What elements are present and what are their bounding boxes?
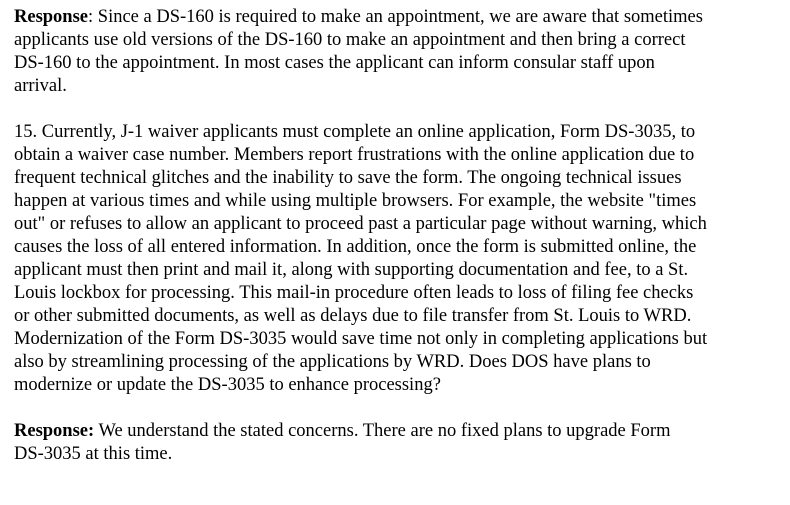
text-line: also by streamlining processing of the applications by WRD. Does DOS have plans to xyxy=(14,352,651,372)
text-line: or other submitted documents, as well as delays due to file transfer from St. Louis to WRD. xyxy=(14,306,692,326)
text-line: DS-160 to the appointment. In most cases the applicant can inform consular staff upon xyxy=(14,53,655,73)
response-paragraph-1 xyxy=(14,6,778,98)
text-line: arrival. xyxy=(14,76,67,96)
paragraph-gap xyxy=(14,98,778,121)
text-line: modernize or update the DS-3035 to enhance processing? xyxy=(14,375,441,395)
text-line: Response: Since a DS-160 is required to make an appointment, we are aware that sometimes xyxy=(14,7,703,27)
text-line: out" or refuses to allow an applicant to proceed past a particular page without warning, which xyxy=(14,214,707,234)
text-line: happen at various times and while using multiple browsers. For example, the website "times xyxy=(14,191,697,211)
text-line: applicant must then print and mail it, along with supporting documentation and fee, to a St. xyxy=(14,260,689,280)
text-line: frequent technical glitches and the inability to save the form. The ongoing technical issues xyxy=(14,168,682,188)
text-line: causes the loss of all entered information. In addition, once the form is submitted online, the xyxy=(14,237,697,257)
response-label: Response: xyxy=(14,421,95,441)
paragraph-gap xyxy=(14,397,778,420)
response-label: Response xyxy=(14,7,89,27)
text-line: Response: We understand the stated concerns. There are no fixed plans to upgrade Form xyxy=(14,421,671,441)
document-page xyxy=(14,6,778,466)
text-line: DS-3035 at this time. xyxy=(14,444,173,464)
question-15-paragraph xyxy=(14,121,778,397)
text-line: 15. Currently, J-1 waiver applicants must complete an online application, Form DS-3035, to xyxy=(14,122,696,142)
text-line: obtain a waiver case number. Members report frustrations with the online application due to xyxy=(14,145,695,165)
text-line: Louis lockbox for processing. This mail-in procedure often leads to loss of filing fee checks xyxy=(14,283,694,303)
text-line: applicants use old versions of the DS-160 to make an appointment and then bring a correct xyxy=(14,30,686,50)
response-paragraph-2 xyxy=(14,420,778,466)
text-line: Modernization of the Form DS-3035 would save time not only in completing applications but xyxy=(14,329,708,349)
